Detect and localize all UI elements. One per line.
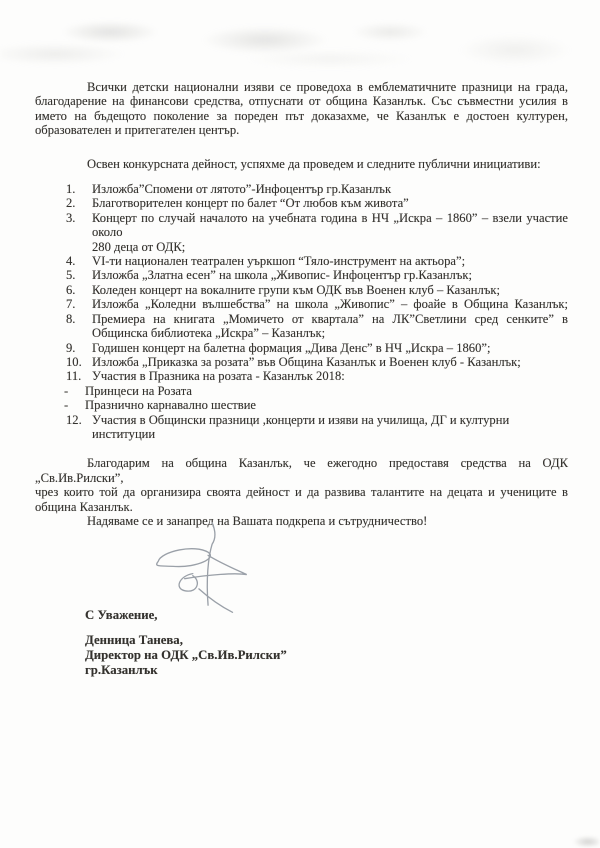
list-marker: 10.	[66, 354, 82, 369]
list-marker: -	[64, 383, 69, 398]
list-item	[35, 355, 568, 369]
list-marker: 3.	[66, 210, 76, 225]
signatory-city: гр.Казанлък	[85, 663, 158, 678]
list-item	[35, 413, 568, 442]
list-item	[35, 283, 568, 297]
list-marker: 6.	[66, 282, 76, 297]
list-item	[35, 196, 568, 210]
scan-artifact-top	[0, 4, 600, 70]
signature-salutation: С Уважение,	[85, 608, 158, 623]
list-line: Участия в Празника на розата - Казанлък 2018:	[92, 369, 345, 384]
list-marker: 8.	[66, 311, 76, 326]
list-marker: 7.	[66, 297, 76, 312]
list-line: Изложба „Коледни вълшебства” на школа „Живопис” – фоайе в Община Казанлък;	[92, 297, 568, 312]
list-marker: 5.	[66, 268, 76, 283]
scan-artifact-bottom-right	[571, 834, 599, 847]
list-line: Коледен концерт на вокалните групи към ОДК във Военен клуб – Казанлък;	[92, 282, 500, 297]
initiatives-list	[35, 182, 568, 441]
list-item	[35, 182, 568, 196]
list-line: Благотворителен концерт по балет “От любов към живота”	[92, 196, 409, 211]
paragraph-line: чрез които той да организира своята дейност и да развива талантите на децата и учениците в	[35, 485, 568, 500]
list-item	[35, 312, 568, 341]
intro-line: Освен конкурсната дейност, успяхме да проведем и следните публични инициативи:	[87, 156, 541, 171]
list-line: Годишен концерт на балетна формация „Дива Денс” в НЧ „Искра – 1860”;	[92, 340, 491, 355]
list-line: Концерт по случай началото на учебната година в НЧ „Искра – 1860” – взели участие около	[92, 210, 568, 240]
list-line: Премиера на книгата „Момичето от квартала” на ЛК”Светлини сред сенките” в	[92, 311, 568, 326]
list-marker: 2.	[66, 196, 76, 211]
list-line: 280 деца от ОДК;	[92, 239, 186, 254]
signatory-name: Денница Танева,	[85, 633, 183, 648]
list-item	[35, 297, 568, 311]
list-item	[35, 211, 568, 254]
list-line: VI-ти национален театрален уъркшоп “Тяло-инструмент на актьора”;	[92, 254, 466, 269]
paragraph-line: благодарение на финансови средства, отпуснати от община Казанлък. Със съвместни усилия в	[35, 94, 568, 109]
list-line: Празнично карнавално шествие	[85, 398, 257, 413]
list-marker: -	[64, 398, 69, 413]
paragraph-line: Благодарим на община Казанлък, че ежегодно предоставя средства на ОДК „Св.Ив.Рилски”,	[35, 456, 568, 485]
signature-block	[85, 608, 568, 678]
list-line: Участия в Общински празници ,концерти и изяви на училища, ДГ и културни институции	[92, 412, 510, 441]
thanks-line: Надяваме се и занапред на Вашата подкрепа и сътрудничество!	[87, 513, 428, 528]
list-marker: 11.	[66, 369, 82, 384]
list-item	[35, 341, 568, 355]
list-line: Изложба „Златна есен” на школа „Живопис- Инфоцентър гр.Казанлък;	[92, 268, 472, 283]
list-marker: 9.	[66, 340, 76, 355]
signatory-title: Директор на ОДК „Св.Ив.Рилски”	[85, 648, 287, 663]
opening-paragraph	[35, 80, 568, 138]
list-line: Принцеси на Розата	[85, 383, 192, 398]
list-item	[35, 254, 568, 268]
paragraph-line: името на бъдещото поколение за пореден път доказахме, че Казанлък е достоен културен,	[35, 108, 568, 123]
list-marker: 12.	[66, 412, 82, 427]
list-marker: 1.	[66, 182, 76, 197]
list-line: Изложба „Приказка за розата” във Община Казанлък и Военен клуб - Казанлък;	[92, 354, 521, 369]
list-marker: 4.	[66, 254, 76, 269]
list-item	[35, 268, 568, 282]
signature-spacer	[85, 623, 568, 633]
list-item	[35, 398, 568, 412]
closing-paragraph	[35, 456, 568, 514]
letter-content	[35, 80, 568, 678]
list-line: Изложба”Спомени от лятото”-Инфоцентър гр.Казанлък	[92, 182, 392, 197]
paragraph-line: община Казанлък.	[35, 499, 133, 514]
list-line: Общинска библиотека „Искра” – Казанлък;	[92, 326, 326, 341]
list-item	[35, 369, 568, 383]
paragraph-line: образователен и притегателен център.	[35, 123, 240, 138]
list-item	[35, 384, 568, 398]
paragraph-line: Всички детски национални изяви се проведоха в емблематичните празници на града,	[87, 80, 568, 94]
